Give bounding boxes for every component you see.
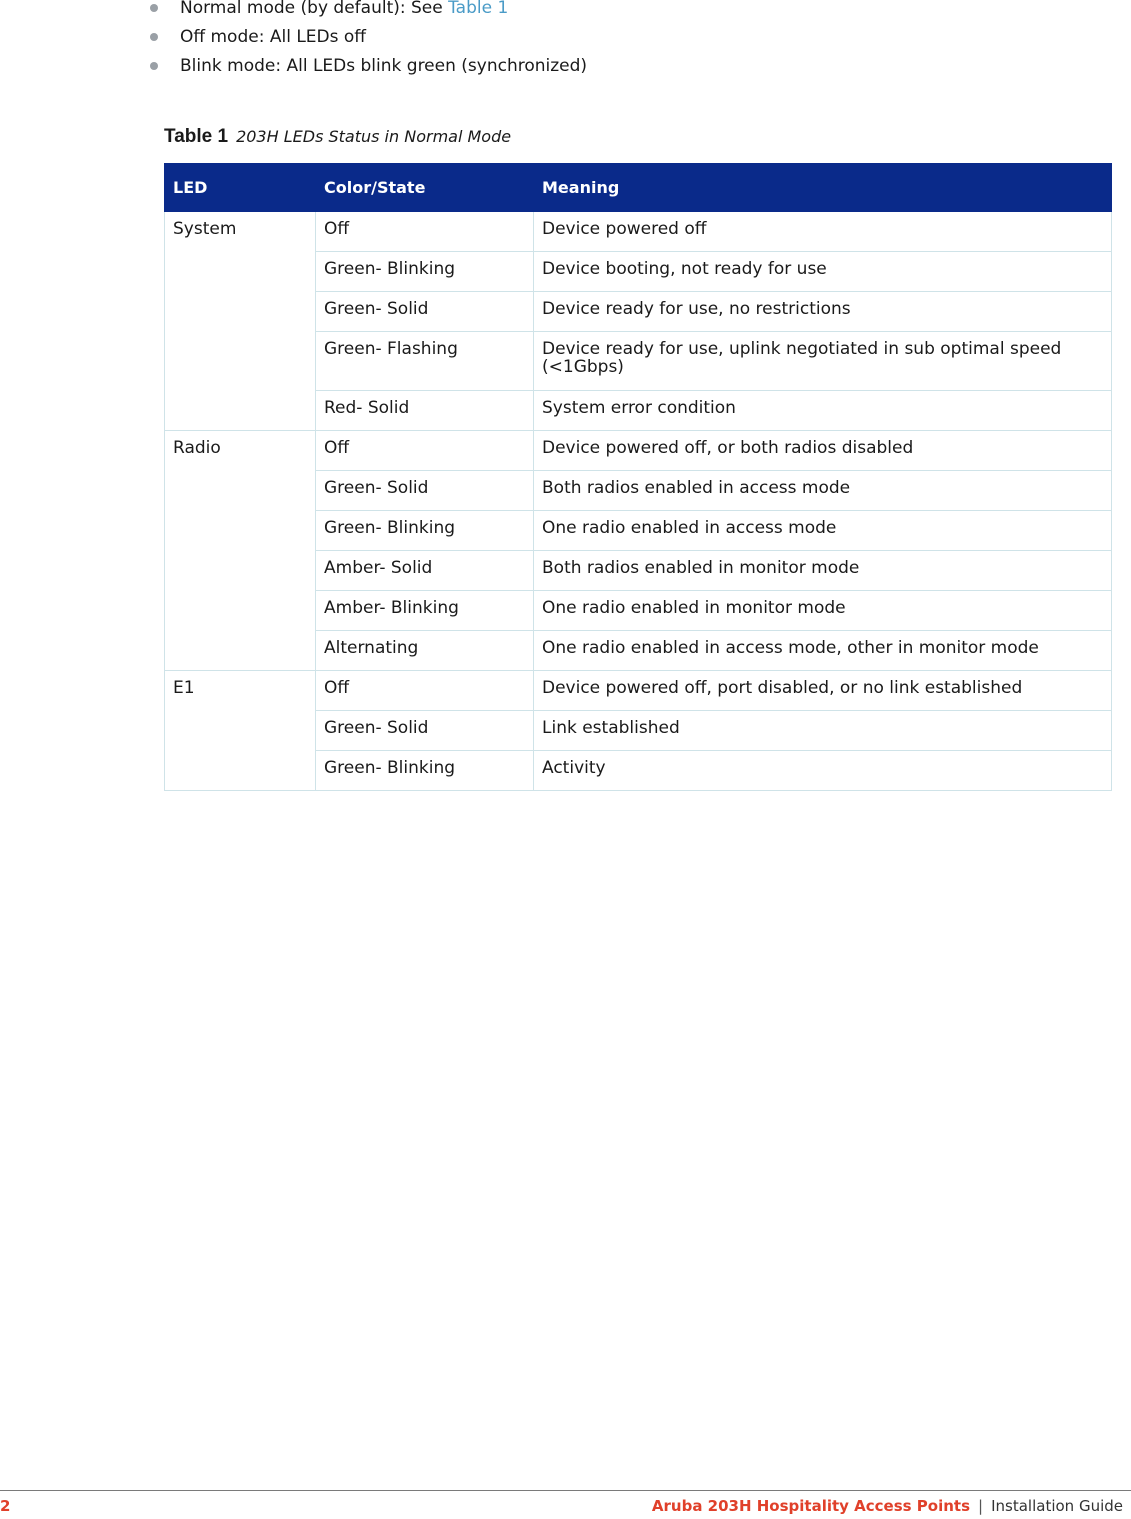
meaning-cell: One radio enabled in monitor mode (534, 591, 1112, 631)
state-cell: Green- Solid (316, 711, 534, 751)
state-cell: Off (316, 212, 534, 252)
bullet-text: Off mode: All LEDs off (180, 27, 366, 47)
led-name-cell: Radio (165, 431, 316, 671)
table-1-link[interactable]: Table 1 (448, 0, 509, 18)
footer-title (652, 1497, 1123, 1515)
bullet-item (150, 55, 587, 84)
bullet-dot-icon (150, 33, 158, 41)
meaning-cell: Device powered off, or both radios disabled (534, 431, 1112, 471)
state-cell: Off (316, 671, 534, 711)
state-cell: Green- Blinking (316, 511, 534, 551)
bullet-text: Normal mode (by default): See (180, 0, 449, 18)
meaning-cell: Link established (534, 711, 1112, 751)
header-led: LED (165, 164, 316, 212)
led-name-cell: E1 (165, 671, 316, 791)
state-cell: Amber- Solid (316, 551, 534, 591)
meaning-cell: Both radios enabled in access mode (534, 471, 1112, 511)
state-cell: Green- Blinking (316, 751, 534, 791)
footer-guide: Installation Guide (991, 1497, 1123, 1515)
state-cell: Amber- Blinking (316, 591, 534, 631)
led-name-cell: System (165, 212, 316, 431)
state-cell: Off (316, 431, 534, 471)
state-cell: Alternating (316, 631, 534, 671)
meaning-cell: Device booting, not ready for use (534, 252, 1112, 292)
meaning-cell: Device ready for use, no restrictions (534, 292, 1112, 332)
bullet-text: Blink mode: All LEDs blink green (synchronized) (180, 56, 588, 76)
meaning-cell: One radio enabled in access mode (534, 511, 1112, 551)
state-cell: Green- Flashing (316, 332, 534, 391)
bullet-dot-icon (150, 4, 158, 12)
table-header-row (165, 164, 1112, 212)
table-number: Table 1 (164, 126, 229, 147)
led-status-table (164, 163, 1112, 791)
bullet-dot-icon (150, 62, 158, 70)
table-caption (164, 126, 511, 148)
meaning-cell: One radio enabled in access mode, other in monitor mode (534, 631, 1112, 671)
meaning-cell: Both radios enabled in monitor mode (534, 551, 1112, 591)
table-title: 203H LEDs Status in Normal Mode (236, 127, 512, 146)
state-cell: Red- Solid (316, 391, 534, 431)
bullet-item (150, 26, 587, 55)
meaning-cell: System error condition (534, 391, 1112, 431)
footer-product: Aruba 203H Hospitality Access Points (651, 1497, 971, 1515)
header-meaning: Meaning (534, 164, 1112, 212)
meaning-cell: Device powered off (534, 212, 1112, 252)
bullet-list (150, 0, 587, 84)
header-color-state: Color/State (316, 164, 534, 212)
table-row (165, 212, 1112, 252)
table-row (165, 671, 1112, 711)
page-number: 2 (0, 1497, 11, 1515)
footer-separator: | (978, 1497, 984, 1515)
bullet-item (150, 0, 587, 26)
meaning-cell: Activity (534, 751, 1112, 791)
state-cell: Green- Blinking (316, 252, 534, 292)
meaning-cell: Device ready for use, uplink negotiated in sub optimal speed (<1Gbps) (534, 332, 1112, 391)
state-cell: Green- Solid (316, 292, 534, 332)
meaning-cell: Device powered off, port disabled, or no link established (534, 671, 1112, 711)
footer-divider (0, 1490, 1131, 1491)
table-row (165, 431, 1112, 471)
state-cell: Green- Solid (316, 471, 534, 511)
